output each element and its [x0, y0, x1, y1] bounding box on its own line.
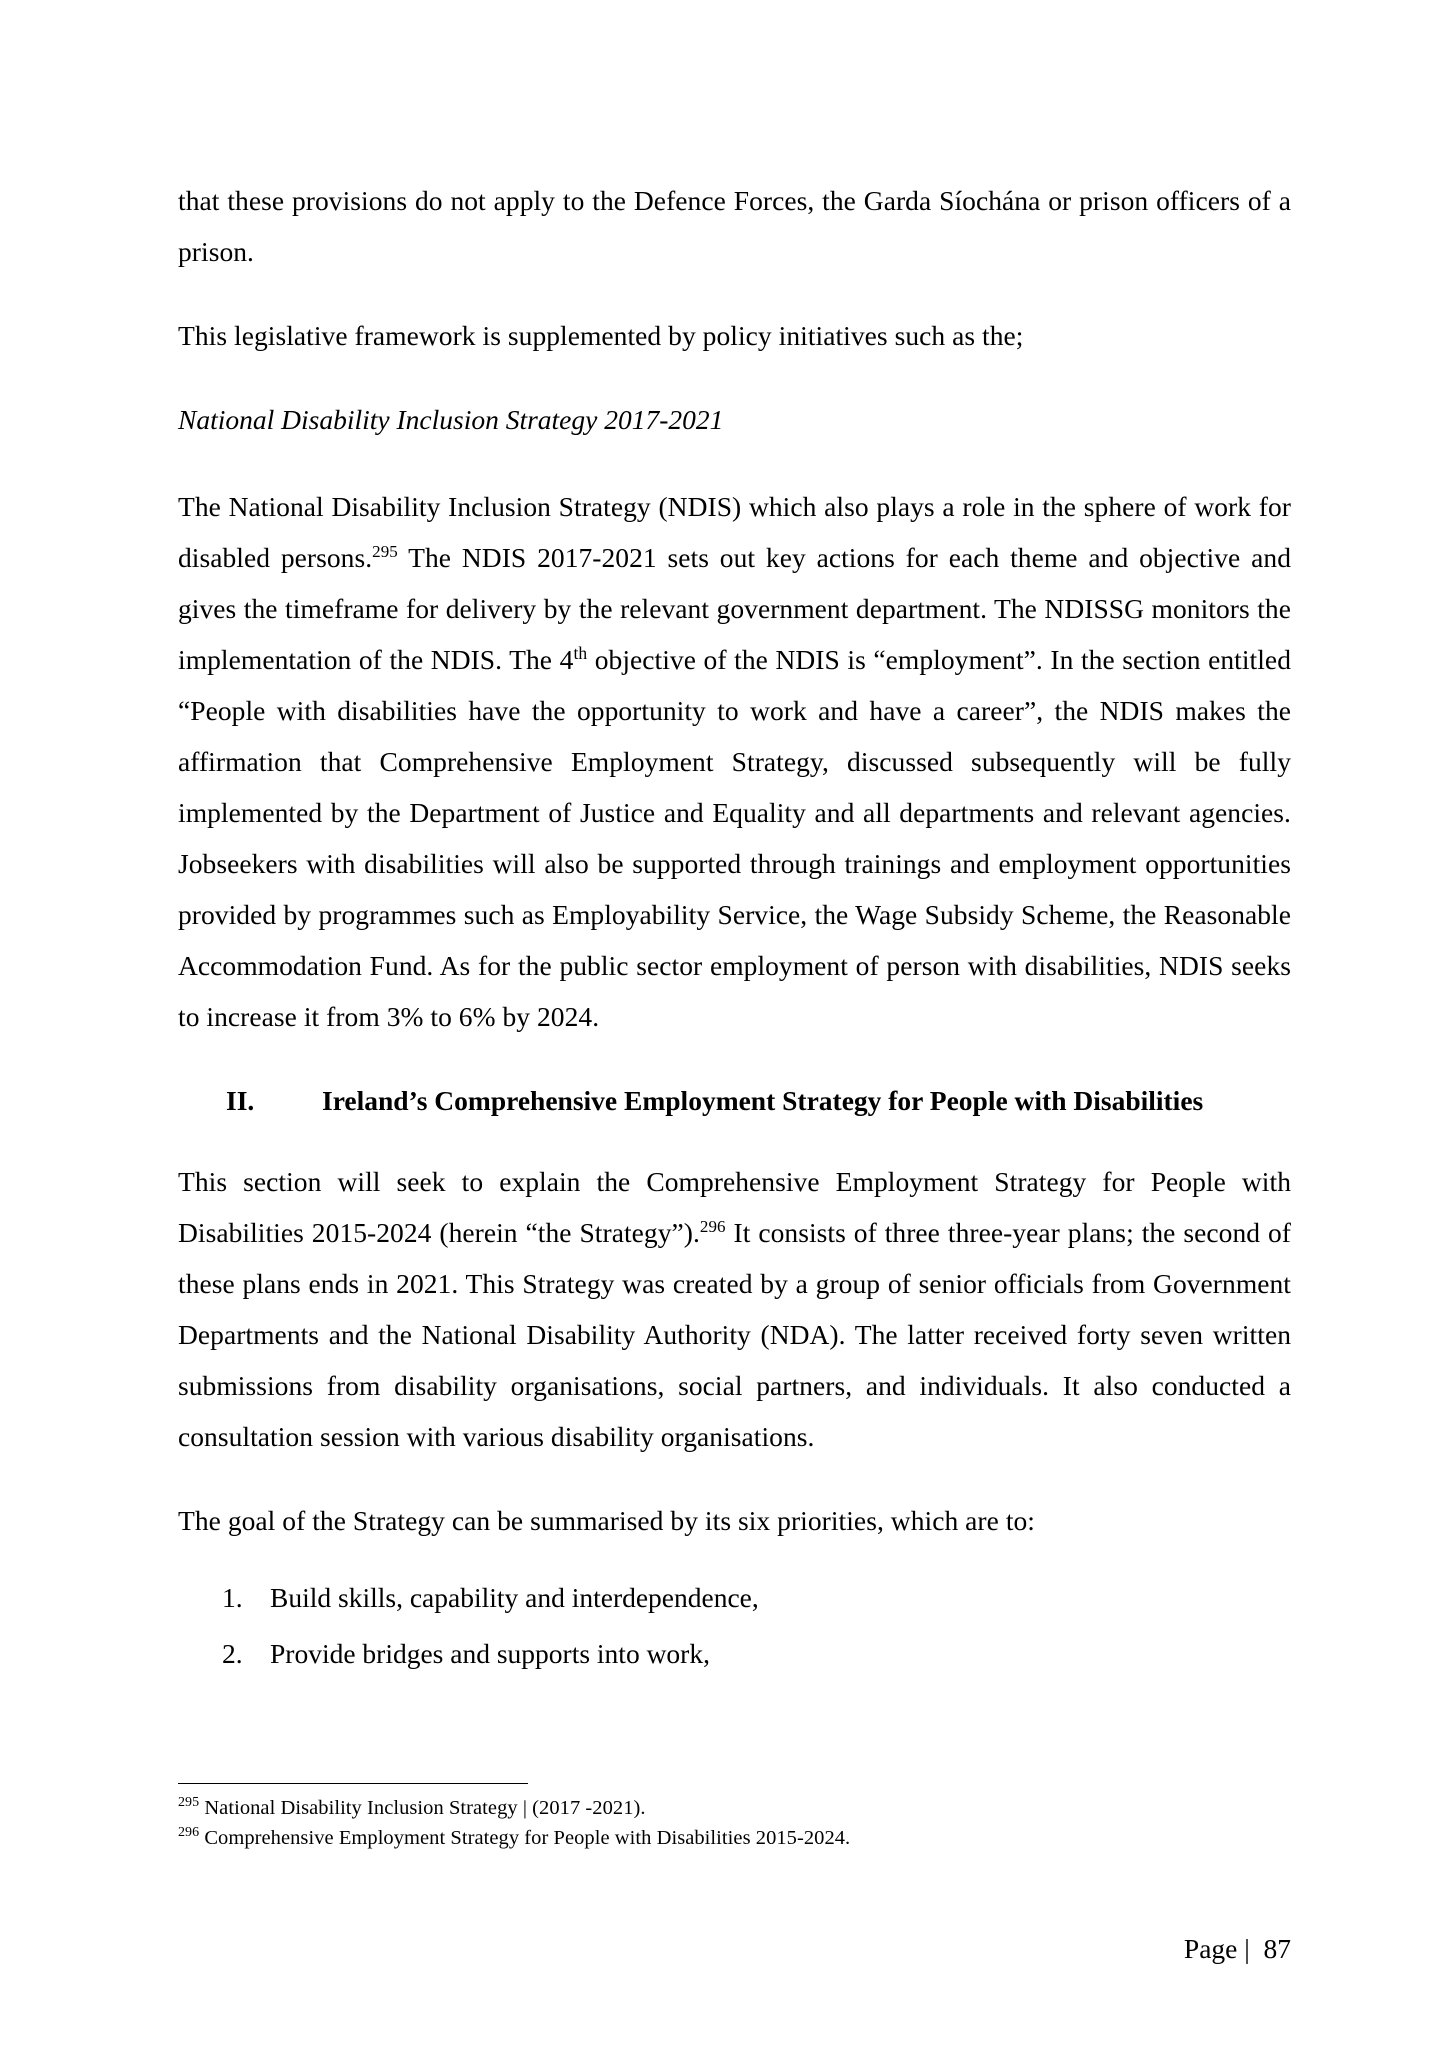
ndis-text-part-3: objective of the NDIS is “employment”. In the section entitled “People with disabilities have the opportunity to work and have a career”, the NDIS makes the affirmation that Comprehensive Employment Strategy, discussed subsequently will be fully implemented by the Department of Justice and Equality and all departments and relevant agencies. Jobseekers with disabilities will also be supported through trainings and employment opportunities provided by programmes such as Employability Service, the Wage Subsidy Scheme, the Reasonable Accommodation Fund. As for the public sector employment of person with disabilities, NDIS seeks to increase it from 3% to 6% by 2024.: [178, 644, 1291, 1032]
paragraph-strategy-explanation: [178, 1156, 1291, 1462]
footnote-entry-296: [178, 1823, 1291, 1853]
list-item: [178, 1628, 1291, 1679]
footnote-text-296: Comprehensive Employment Strategy for People with Disabilities 2015-2024.: [199, 1827, 851, 1849]
footnote-ref-296: 296: [699, 1216, 726, 1236]
footnote-entry-295: [178, 1793, 1291, 1823]
footnote-ref-295: 295: [372, 541, 398, 561]
list-item-marker: 2.: [222, 1638, 243, 1669]
paragraph-legislative-framework: This legislative framework is supplemented by policy initiatives such as the;: [178, 320, 1024, 351]
paragraph-intro-continuation: that these provisions do not apply to the Defence Forces, the Garda Síochána or prison officers of a prison.: [178, 185, 1291, 267]
priorities-list: [178, 1572, 1291, 1679]
footnote-separator-rule: [178, 1783, 528, 1784]
footnote-number-296: 296: [178, 1825, 200, 1841]
page-footer: Page | 87: [1183, 1933, 1291, 1964]
list-item-label: Build skills, capability and interdependence,: [270, 1582, 759, 1613]
footnote-number-295: 295: [178, 1795, 200, 1811]
list-item-marker: 1.: [222, 1582, 243, 1613]
page-content: [178, 175, 1291, 1684]
ordinal-suffix-th: th: [573, 642, 588, 663]
section-number: II.: [226, 1085, 255, 1116]
strategy-text-part-2: It consists of three three-year plans; the second of these plans ends in 2021. This Strategy was created by a group of senior officials from Government Departments and the National Disability Authority (NDA). The latter received forty seven written submissions from disability organisations, social partners, and individuals. It also conducted a consultation session with various disability organisations.: [178, 1217, 1291, 1452]
section-heading-comprehensive-employment-strategy: [178, 1075, 1291, 1126]
footnote-area: [178, 1783, 1291, 1853]
section-title-text: Ireland’s Comprehensive Employment Strategy for People with Disabilities: [322, 1085, 1204, 1116]
subheading-national-disability-inclusion-strategy: National Disability Inclusion Strategy 2017-2021: [178, 404, 724, 435]
list-item-label: Provide bridges and supports into work,: [270, 1638, 710, 1669]
paragraph-six-priorities-lead-in: The goal of the Strategy can be summarised by its six priorities, which are to:: [178, 1505, 1035, 1536]
list-item: [178, 1572, 1291, 1623]
paragraph-ndis-overview: [178, 481, 1291, 1042]
footnote-text-295: National Disability Inclusion Strategy | (2017 -2021).: [199, 1797, 646, 1819]
ndis-text-part-2: The NDIS 2017-2021 sets out key actions for each theme and objective and gives the timeframe for delivery by the relevant government department. The NDISSG monitors the implementation of the NDIS. The 4: [178, 542, 1291, 675]
strategy-text-part-1: This section will seek to explain the Comprehensive Employment Strategy for People with Disabilities 2015-2024 (herein “the Strategy”).: [178, 1166, 1291, 1248]
ndis-text-part-1: The National Disability Inclusion Strategy (NDIS) which also plays a role in the sphere of work for disabled persons.: [178, 491, 1291, 573]
